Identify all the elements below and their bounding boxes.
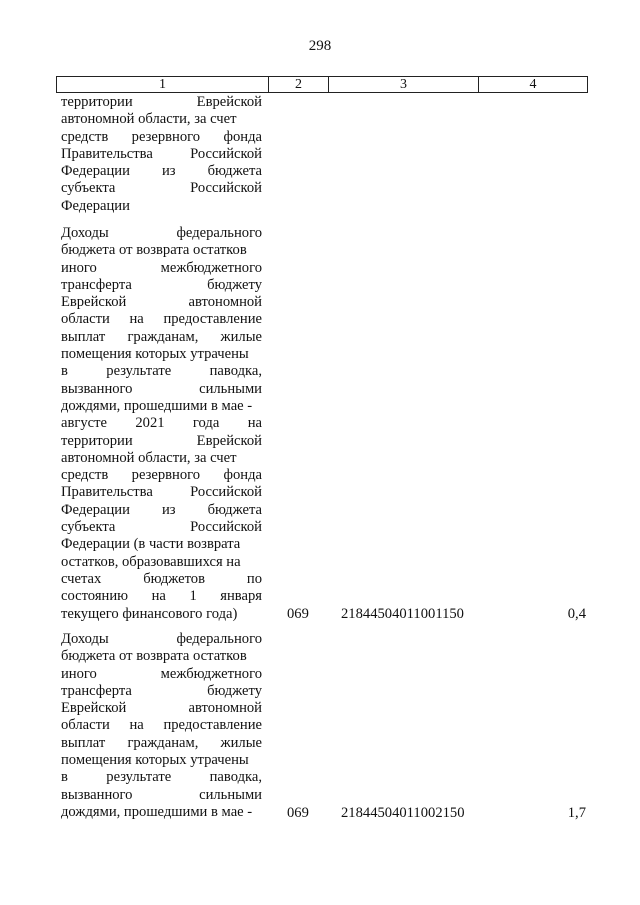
description-line: дождями, прошедшими в мае -: [61, 803, 253, 820]
description-line: области на предоставление: [61, 717, 262, 734]
description-line: территории Еврейской: [61, 432, 262, 449]
description-line: Еврейской автономной: [61, 700, 262, 717]
description-line: Федерации из бюджета: [61, 163, 262, 180]
description-line: субъекта Российской: [61, 519, 262, 536]
admin-code-cell: 069: [287, 805, 309, 821]
description-line: Федерации из бюджета: [61, 501, 262, 518]
description-line: выплат гражданам, жилые: [61, 734, 262, 751]
description-line: Доходы федерального: [61, 631, 262, 647]
column-header-3: 3: [329, 77, 479, 92]
description-line: бюджета от возврата остатков: [61, 648, 247, 665]
description-line: дождями, прошедшими в мае -: [61, 397, 253, 414]
description-line: трансферта бюджету: [61, 276, 262, 293]
kbk-code-cell: 21844504011002150: [341, 805, 465, 821]
amount-cell: 1,7: [567, 805, 586, 821]
description-cell: [61, 631, 262, 821]
description-line: августе 2021 года на: [61, 415, 262, 432]
description-line: остатков, образовавшихся на: [61, 553, 241, 570]
description-line: в результате паводка,: [61, 363, 262, 380]
description-line: средств резервного фонда: [61, 467, 262, 484]
description-line: области на предоставление: [61, 311, 262, 328]
description-line: территории Еврейской: [61, 94, 262, 110]
column-header-2: 2: [269, 77, 329, 92]
description-cell: [61, 225, 262, 623]
description-line: Федерации: [61, 197, 130, 214]
description-line: вызванного сильными: [61, 786, 262, 803]
description-line: Доходы федерального: [61, 225, 262, 241]
description-line: выплат гражданам, жилые: [61, 328, 262, 345]
description-line: помещения которых утрачены: [61, 752, 249, 769]
column-header-1: 1: [57, 77, 269, 92]
description-line: Федерации (в части возврата: [61, 536, 241, 553]
description-line: автономной области, за счет: [61, 449, 237, 466]
description-line: Правительства Российской: [61, 145, 262, 162]
description-line: трансферта бюджету: [61, 682, 262, 699]
description-line: текущего финансового года): [61, 605, 238, 622]
amount-cell: 0,4: [567, 606, 586, 622]
description-cell: [61, 94, 262, 215]
table-header-row: [56, 76, 588, 93]
admin-code-cell: 069: [287, 606, 309, 622]
description-line: иного межбюджетного: [61, 259, 262, 276]
description-line: бюджета от возврата остатков: [61, 242, 247, 259]
description-line: иного межбюджетного: [61, 665, 262, 682]
description-line: средств резервного фонда: [61, 128, 262, 145]
description-line: в результате паводка,: [61, 769, 262, 786]
description-line: счетах бюджетов по: [61, 570, 262, 587]
description-line: вызванного сильными: [61, 380, 262, 397]
description-line: автономной области, за счет: [61, 111, 237, 128]
description-line: Правительства Российской: [61, 484, 262, 501]
kbk-code-cell: 21844504011001150: [341, 606, 464, 622]
description-line: состоянию на 1 января: [61, 588, 262, 605]
description-line: субъекта Российской: [61, 180, 262, 197]
description-line: Еврейской автономной: [61, 294, 262, 311]
page-number: 298: [308, 38, 332, 54]
column-header-4: 4: [529, 77, 537, 92]
description-line: помещения которых утрачены: [61, 346, 249, 363]
